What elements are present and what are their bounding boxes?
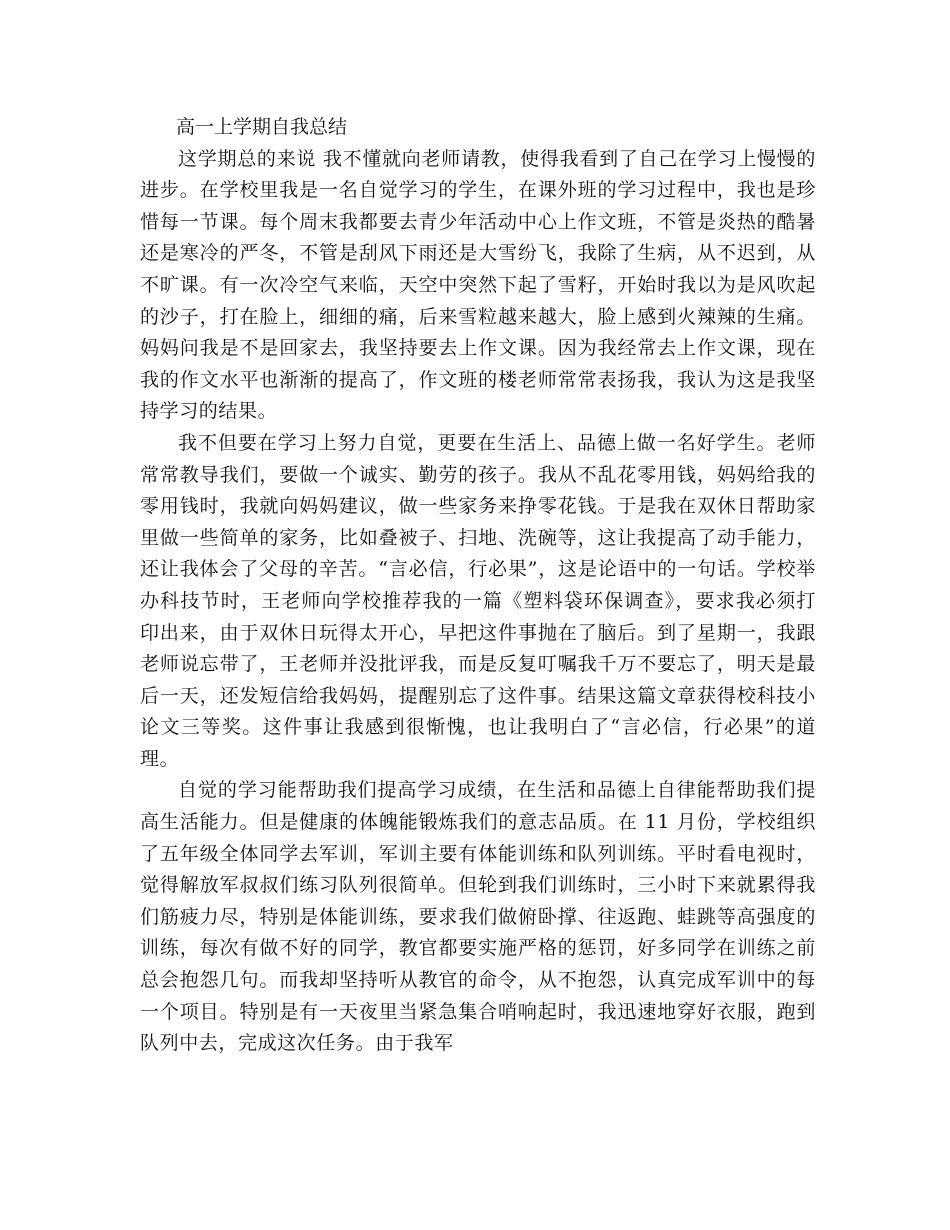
paragraph-1: 这学期总的来说 我不懂就向老师请教，使得我看到了自己在学习上慢慢的进步。在学校里我是一名自觉学习的学生，在课外班的学习过程中，我也是珍惜每一节课。每个周末我都要去青少年活动中心上作文班，不管是炎热的酷暑还是寒冷的严冬，不管是刮风下雨还是大雪纷飞，我除了生病，从不迟到，从不旷课。有一次冷空气来临，天空中突然下起了雪籽，开始时我以为是风吹起的沙子，打在脸上，细细的痛，后来雪粒越来越大，脸上感到火辣辣的生痛。妈妈问我是不是回家去，我坚持要去上作文课。因为我经常去上作文课，现在我的作文水平也渐渐的提高了，作文班的楼老师常常表扬我，我认为这是我坚持学习的结果。 <box>140 147 816 423</box>
paragraph-2: 我不但要在学习上努力自觉，更要在生活上、品德上做一名好学生。老师常常教导我们，要做一个诚实、勤劳的孩子。我从不乱花零用钱，妈妈给我的零用钱时，我就向妈妈建议，做一些家务来挣零花钱。于是我在双休日帮助家里做一些简单的家务，比如叠被子、扫地、洗碗等，这让我提高了动手能力，还让我体会了父母的辛苦。“言必信，行必果”，这是论语中的一句话。学校举办科技节时，王老师向学校推荐我的一篇《塑料袋环保调查》，要求我必须打印出来，由于双休日玩得太开心，早把这件事抛在了脑后。到了星期一，我跟老师说忘带了，王老师并没批评我，而是反复叮嘱我千万不要忘了，明天是最后一天，还发短信给我妈妈，提醒别忘了这件事。结果这篇文章获得校科技小论文三等奖。这件事让我感到很惭愧，也让我明白了“言必信，行必果”的道理。 <box>140 431 816 770</box>
document-body <box>140 112 816 1060</box>
paragraph-3: 自觉的学习能帮助我们提高学习成绩，在生活和品德上自律能帮助我们提高生活能力。但是健康的体魄能锻炼我们的意志品质。在 11 月份，学校组织了五年级全体同学去军训，军训主要有体能训练和队列训练。平时看电视时，觉得解放军叔叔们练习队列很简单。但轮到我们训练时，三小时下来就累得我们筋疲力尽，特别是体能训练，要求我们做俯卧撑、往返跑、蛙跳等高强度的训练，每次有做不好的同学，教官都要实施严格的惩罚，好多同学在训练之前总会抱怨几句。而我却坚持听从教官的命令，从不抱怨，认真完成军训中的每一个项目。特别是有一天夜里当紧急集合哨响起时，我迅速地穿好衣服，跑到队列中去，完成这次任务。由于我军 <box>140 779 816 1055</box>
document-title: 高一上学期自我总结 <box>176 116 348 138</box>
